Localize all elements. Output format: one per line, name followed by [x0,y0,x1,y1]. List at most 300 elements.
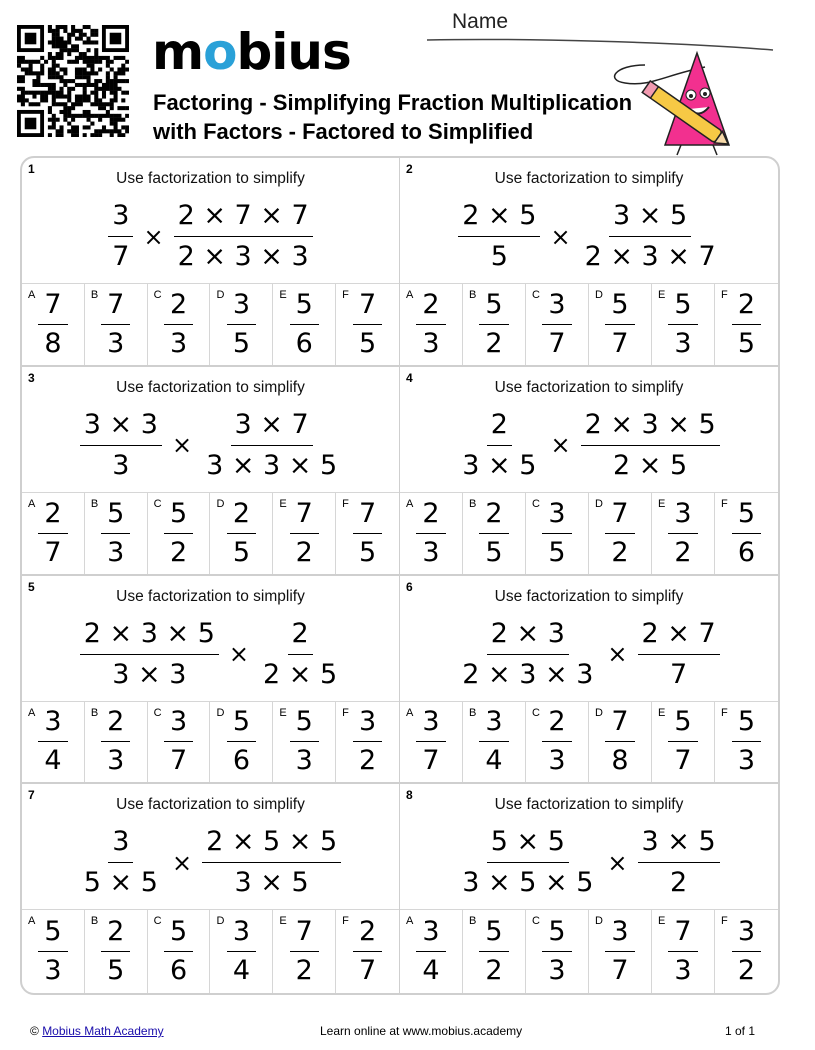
choice-fraction [101,497,130,570]
choice-numerator: 3 [479,705,508,742]
choice-denominator: 2 [169,536,188,568]
left-numerator: 5 × 5 [487,824,569,863]
choice-letter: E [658,706,666,719]
answer-choice[interactable] [463,493,526,574]
choice-fraction [542,288,571,361]
choice-denominator: 3 [107,745,125,777]
right-numerator: 2 [288,616,313,655]
left-fraction [458,616,597,693]
choice-numerator: 5 [290,288,319,325]
choice-numerator: 5 [164,915,193,952]
choice-numerator: 3 [542,288,571,325]
choice-denominator: 5 [548,536,566,568]
choice-fraction [290,705,319,778]
choice-fraction [416,705,445,778]
choice-fraction [605,497,634,570]
logo-text-start: m [152,23,204,81]
choice-denominator: 2 [358,745,377,777]
answer-choices [400,492,778,574]
choice-denominator: 3 [169,327,188,359]
choice-letter: D [216,497,225,510]
right-denominator: 2 × 5 [613,449,688,481]
choice-fraction [353,497,382,570]
problem-expression [400,816,778,909]
answer-choice[interactable] [715,702,778,783]
choice-denominator: 5 [358,327,377,359]
problem-card [22,158,400,367]
choice-fraction [164,497,193,570]
choice-fraction [38,288,67,361]
name-label: Name [452,10,509,33]
answer-choice[interactable] [148,284,211,365]
right-fraction [581,198,720,275]
choice-numerator: 2 [101,705,130,742]
choice-letter: B [469,706,477,719]
problem-card [400,576,778,785]
answer-choices [400,909,778,993]
choice-fraction [101,915,130,988]
problem-expression [22,816,399,909]
problem-card [22,784,400,993]
choice-fraction [164,915,193,988]
right-denominator: 2 × 3 × 3 [177,241,309,272]
right-numerator: 3 × 7 [231,407,313,446]
choice-numerator: 2 [416,288,445,325]
right-fraction [259,616,341,693]
problem-number: 7 [28,788,35,803]
choice-numerator: 2 [479,497,508,534]
choice-numerator: 3 [353,705,382,742]
choice-letter: D [216,706,225,719]
choice-fraction [605,288,634,361]
choice-letter: E [279,915,287,928]
problem-expression [400,399,778,492]
answer-choice[interactable] [22,493,85,574]
answer-choice[interactable] [652,284,715,365]
choice-letter: E [658,497,666,510]
choice-denominator: 3 [548,955,566,987]
answer-choice[interactable] [400,702,463,783]
choice-letter: C [532,497,540,510]
choice-numerator: 3 [416,915,445,952]
choice-numerator: 2 [353,915,382,952]
choice-letter: F [342,289,349,301]
choice-fraction [732,288,761,361]
answer-choice[interactable] [463,284,526,365]
problem-number: 3 [28,370,35,385]
left-denominator: 3 × 5 × 5 [462,867,594,899]
choice-letter: E [279,289,287,301]
choice-numerator: 3 [38,705,67,742]
choice-numerator: 5 [164,497,193,534]
choice-denominator: 7 [611,955,629,987]
choice-letter: A [406,289,414,301]
problem-expression [22,608,399,701]
right-numerator: 2 × 5 × 5 [202,824,341,863]
choice-letter: A [406,706,414,719]
left-denominator: 7 [112,241,130,272]
answer-choice[interactable] [336,702,399,783]
choice-letter: C [532,289,540,301]
answer-choice[interactable] [85,910,148,993]
choice-letter: F [721,915,728,928]
problem-card [400,367,778,576]
answer-choice[interactable] [273,910,336,993]
multiply-sign: × [550,431,571,460]
copyright [30,1024,164,1038]
choice-denominator: 7 [611,327,629,359]
right-fraction [638,824,720,901]
left-numerator: 3 [108,824,133,863]
answer-choice[interactable] [715,284,778,365]
left-numerator: 2 × 3 [487,616,569,655]
choice-denominator: 2 [674,536,692,568]
choice-fraction [416,915,445,988]
qr-code [17,25,129,137]
answer-choice[interactable] [526,910,589,993]
choice-denominator: 4 [485,745,503,777]
choice-denominator: 4 [44,745,62,777]
problems-grid [20,156,780,995]
choice-denominator: 3 [295,745,313,777]
choice-denominator: 2 [737,955,756,987]
choice-numerator: 5 [227,705,256,742]
choice-denominator: 8 [611,745,629,777]
choice-fraction [353,915,382,988]
mobius-logo [152,22,351,82]
choice-numerator: 7 [668,915,697,952]
choice-fraction [38,915,67,988]
choice-letter: D [595,289,603,301]
choice-letter: E [279,497,287,510]
problem-number: 5 [28,579,35,594]
choice-fraction [164,705,193,778]
choice-numerator: 5 [479,288,508,325]
answer-choice[interactable] [589,702,652,783]
problem-expression [400,608,778,701]
choice-letter: B [469,915,477,928]
right-numerator: 2 × 7 [638,616,720,655]
right-denominator: 2 × 3 × 7 [584,241,716,272]
left-fraction [458,407,540,484]
choice-fraction [479,288,508,361]
choice-denominator: 6 [737,536,756,568]
choice-denominator: 3 [674,327,692,359]
choice-numerator: 3 [227,915,256,952]
choice-numerator: 7 [605,705,634,742]
answer-choice[interactable] [210,493,273,574]
choice-fraction [542,915,571,988]
choice-numerator: 5 [668,288,697,325]
answer-choice[interactable] [652,702,715,783]
answer-choice[interactable] [22,910,85,993]
answer-choice[interactable] [210,702,273,783]
choice-numerator: 3 [542,497,571,534]
answer-choices [400,701,778,783]
problem-instruction: Use factorization to simplify [494,378,684,396]
answer-choice[interactable] [336,284,399,365]
multiply-sign: × [171,848,193,877]
choice-denominator: 5 [232,536,250,568]
choice-fraction [290,497,319,570]
logo-drop-letter: o [203,23,237,81]
problem-number: 1 [28,162,35,176]
choice-fraction [732,705,761,778]
choice-letter: D [595,915,603,928]
choice-denominator: 7 [422,745,440,777]
choice-denominator: 3 [44,955,62,987]
choice-letter: B [90,497,99,510]
copyright-link[interactable]: Mobius Math Academy [42,1024,164,1038]
choice-fraction [479,915,508,988]
left-fraction [80,407,162,484]
choice-numerator: 5 [38,915,67,952]
answer-choice[interactable] [526,702,589,783]
choice-numerator: 7 [605,497,634,534]
problem-instruction: Use factorization to simplify [116,170,305,187]
choice-denominator: 5 [232,327,250,359]
answer-choice[interactable] [336,910,399,993]
answer-choice[interactable] [273,702,336,783]
choice-numerator: 7 [290,915,319,952]
choice-fraction [416,497,445,570]
choice-denominator: 2 [485,955,503,987]
answer-choices [22,909,399,993]
page-number: 1 of 1 [724,1024,755,1038]
choice-fraction [668,497,697,570]
choice-numerator: 7 [101,288,130,325]
choice-letter: E [658,289,666,301]
choice-fraction [416,288,445,361]
choice-letter: A [406,497,414,510]
choice-denominator: 3 [737,745,756,777]
choice-numerator: 3 [164,705,193,742]
left-denominator: 3 × 3 [112,658,187,690]
answer-choices [400,283,778,365]
choice-fraction [479,497,508,570]
choice-numerator: 2 [227,497,256,534]
problem-card [22,576,400,785]
answer-choice[interactable] [652,493,715,574]
choice-fraction [668,705,697,778]
choice-denominator: 5 [485,536,503,568]
choice-fraction [227,705,256,778]
choice-numerator: 3 [732,915,761,952]
choice-numerator: 2 [38,497,67,534]
answer-choice[interactable] [148,910,211,993]
choice-numerator: 7 [290,497,319,534]
answer-choice[interactable] [85,702,148,783]
choice-numerator: 5 [290,705,319,742]
choice-letter: F [342,915,349,928]
left-fraction [458,198,540,275]
left-fraction [80,616,219,693]
choice-fraction [164,288,193,361]
problem-instruction: Use factorization to simplify [494,587,684,605]
answer-choice[interactable] [526,284,589,365]
answer-choice[interactable] [336,493,399,574]
right-denominator: 3 × 3 × 5 [206,449,338,481]
choice-fraction [353,288,382,361]
choice-letter: C [153,915,162,928]
choice-letter: B [469,497,477,510]
right-denominator: 3 × 5 [234,867,309,899]
choice-numerator: 2 [164,288,193,325]
answer-choice[interactable] [210,284,273,365]
problem-number: 4 [406,370,413,385]
choice-fraction [542,705,571,778]
choice-fraction [479,705,508,778]
choice-fraction [732,497,761,570]
answer-choice[interactable] [210,910,273,993]
multiply-sign: × [171,431,193,460]
choice-letter: A [28,706,36,719]
choice-letter: B [90,915,99,928]
answer-choice[interactable] [589,493,652,574]
answer-choice[interactable] [148,493,211,574]
choice-numerator: 2 [542,705,571,742]
choice-numerator: 3 [605,915,634,952]
choice-fraction [668,915,697,988]
answer-choice[interactable] [589,910,652,993]
right-fraction [581,407,720,484]
answer-choice[interactable] [148,702,211,783]
choice-letter: C [153,289,162,301]
answer-choices [22,701,399,783]
choice-letter: F [721,289,728,301]
answer-choice[interactable] [652,910,715,993]
choice-denominator: 7 [44,536,62,568]
answer-choice[interactable] [273,493,336,574]
choice-letter: F [721,706,728,719]
left-numerator: 2 × 3 × 5 [80,616,219,655]
page-title: Factoring - Simplifying Fraction Multiplication with Factors - Factored to Simplified [153,90,633,144]
choice-letter: A [406,915,414,928]
answer-choice[interactable] [22,702,85,783]
right-fraction [202,407,341,484]
choice-denominator: 3 [548,745,566,777]
pencil-mascot-icon [605,45,735,157]
choice-letter: E [658,915,666,928]
choice-fraction [353,705,382,778]
choice-fraction [290,288,319,361]
choice-numerator: 5 [732,705,761,742]
left-numerator: 3 [108,198,133,237]
choice-numerator: 3 [668,497,697,534]
choice-fraction [227,915,256,988]
choice-letter: F [342,497,349,510]
choice-numerator: 3 [227,288,256,325]
choice-denominator: 7 [548,327,566,359]
choice-denominator: 3 [107,327,125,359]
choice-letter: D [595,497,603,510]
choice-fraction [101,705,130,778]
choice-denominator: 2 [295,955,313,987]
choice-denominator: 5 [358,536,377,568]
choice-denominator: 3 [422,536,440,568]
choice-denominator: 6 [169,955,188,987]
choice-letter: A [28,497,36,510]
left-fraction [80,824,162,901]
choice-letter: B [90,289,99,301]
choice-numerator: 5 [101,497,130,534]
problem-expression [400,190,778,283]
problem-instruction: Use factorization to simplify [494,796,684,814]
problem-card [400,784,778,993]
problem-instruction: Use factorization to simplify [116,587,305,605]
choice-denominator: 3 [422,327,440,359]
choice-numerator: 2 [101,915,130,952]
choice-denominator: 2 [485,327,503,359]
choice-letter: E [279,706,287,719]
choice-letter: D [595,706,603,719]
choice-numerator: 5 [605,288,634,325]
answer-choice[interactable] [589,284,652,365]
choice-numerator: 7 [353,497,382,534]
problem-expression [22,399,399,492]
choice-denominator: 5 [737,327,756,359]
problem-number: 8 [406,788,413,803]
answer-choice[interactable] [463,910,526,993]
answer-choice[interactable] [400,284,463,365]
answer-choice[interactable] [22,284,85,365]
answer-choice[interactable] [400,910,463,993]
answer-choice[interactable] [715,493,778,574]
choice-fraction [290,915,319,988]
logo-text-end: bius [236,23,351,81]
answer-choice[interactable] [526,493,589,574]
choice-letter: C [153,706,162,719]
problem-instruction: Use factorization to simplify [116,378,305,396]
right-numerator: 3 × 5 [609,198,691,237]
choice-fraction [668,288,697,361]
left-denominator: 5 [490,241,508,272]
right-fraction [174,198,313,275]
right-fraction [202,824,341,901]
learn-online-text: Learn online at www.mobius.academy [320,1024,523,1038]
choice-numerator: 5 [542,915,571,952]
answer-choice[interactable] [715,910,778,993]
choice-fraction [227,497,256,570]
choice-letter: D [216,289,225,301]
answer-choice[interactable] [85,284,148,365]
choice-fraction [227,288,256,361]
left-numerator: 2 [487,407,512,446]
choice-letter: F [721,497,728,510]
choice-numerator: 5 [479,915,508,952]
answer-choice[interactable] [463,702,526,783]
multiply-sign: × [550,222,571,251]
problem-card [22,367,400,576]
choice-letter: C [532,706,540,719]
choice-denominator: 4 [232,955,250,987]
choice-denominator: 2 [295,536,313,568]
choice-numerator: 5 [732,497,761,534]
left-fraction [458,824,597,901]
choice-fraction [605,705,634,778]
multiply-sign: × [607,848,628,877]
choice-numerator: 7 [38,288,67,325]
answer-choice[interactable] [273,284,336,365]
answer-choice[interactable] [85,493,148,574]
choice-denominator: 2 [611,536,629,568]
problem-card [400,158,778,367]
choice-denominator: 7 [169,745,188,777]
right-fraction [638,616,720,693]
choice-fraction [101,288,130,361]
answer-choice[interactable] [400,493,463,574]
left-numerator: 3 × 3 [80,407,162,446]
